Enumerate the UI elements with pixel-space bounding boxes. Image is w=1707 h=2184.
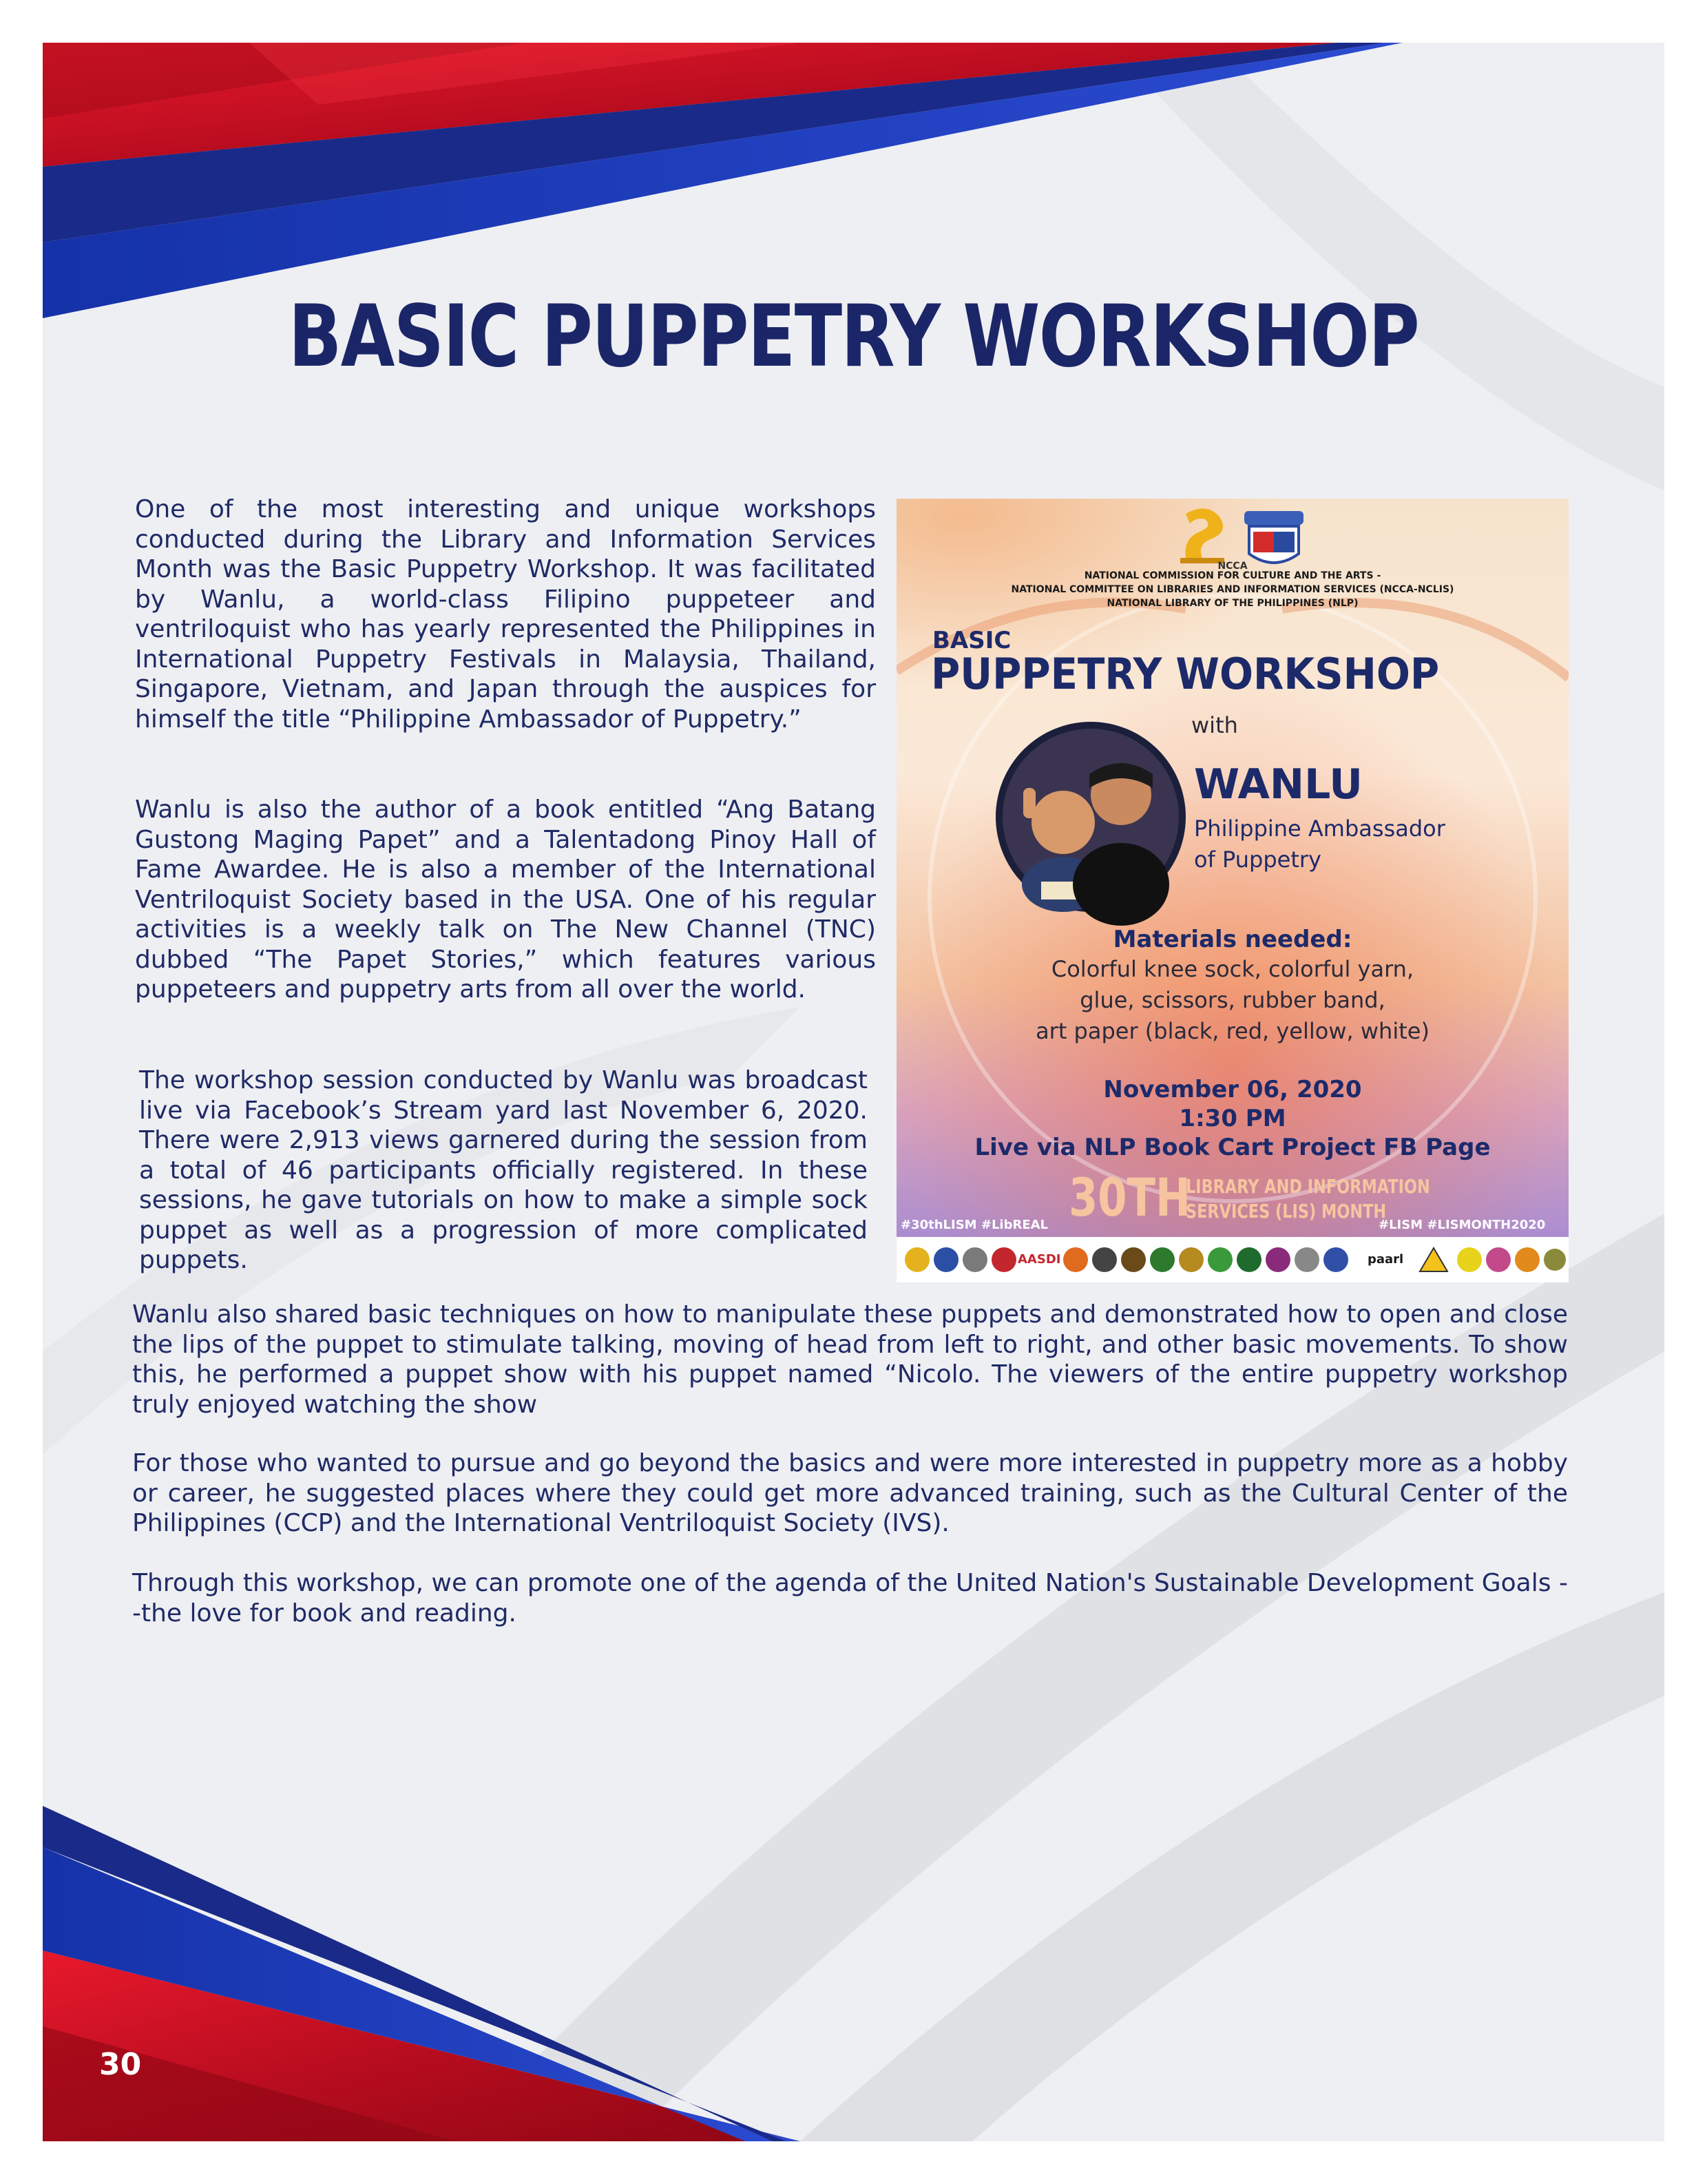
poster-materials-line-3: art paper (black, red, yellow, white) — [1036, 1018, 1430, 1044]
poster-header-line-3: NATIONAL LIBRARY OF THE PHILIPPINES (NLP) — [1107, 598, 1359, 609]
poster-banner-number: 30TH — [1069, 1167, 1191, 1228]
poster-speaker-role-2: of Puppetry — [1194, 846, 1321, 873]
poster-banner-line-2: SERVICES (LIS) MONTH — [1186, 1200, 1387, 1223]
paragraph-intro: One of the most interesting and unique workshops conducted during the Library and Information Services Month was the Basic Puppetry Workshop. It was facilitated by Wanlu, a world-class Filipino puppeteer and ventriloquist who has yearly represented the Philippines in International Puppetry Festivals in Malaysia, Thailand, Singapore, Vietnam, and Japan through the auspices for himself the title “Philippine Ambassador of Puppetry.” — [135, 495, 876, 734]
paragraph-advanced: For those who wanted to pursue and go beyond the basics and were more interested in puppetry more as a hobby or career, he suggested places where they could get more advanced training, such as the Cultural Center of the Philippines (CCP) and the International Ventriloquist Society (IVS). — [132, 1449, 1568, 1537]
poster-hashtags-left: #30thLISM #LibREAL — [901, 1218, 1049, 1232]
poster-speaker-name: WANLU — [1194, 760, 1363, 809]
page-number: 30 — [99, 2047, 142, 2082]
poster-venue: Live via NLP Book Cart Project FB Page — [974, 1134, 1491, 1161]
paragraph-closing: Through this workshop, we can promote one of the agenda of the United Nation's Sustainable Development Goals --the love for book and reading. — [132, 1569, 1568, 1627]
poster-title-small: BASIC — [932, 627, 1012, 654]
poster-header-line-1: NATIONAL COMMISSION FOR CULTURE AND THE ARTS - — [1084, 570, 1381, 581]
poster-speaker-role-1: Philippine Ambassador — [1194, 815, 1445, 842]
poster-time: 1:30 PM — [1179, 1105, 1286, 1132]
poster-materials-heading: Materials needed: — [1113, 926, 1352, 953]
ncca-logo-label: NCCA — [1217, 561, 1248, 572]
poster-hashtags-right: #LISM #LISMONTH2020 — [1379, 1218, 1546, 1232]
poster-materials-line-2: glue, scissors, rubber band, — [1080, 987, 1385, 1013]
poster-date: November 06, 2020 — [1103, 1076, 1362, 1103]
poster-banner-line-1: LIBRARY AND INFORMATION — [1186, 1175, 1430, 1198]
poster-background — [897, 499, 1569, 1282]
partner-logo-aasdi: AASDI — [1018, 1252, 1061, 1267]
paragraph-session: The workshop session conducted by Wanlu was broadcast live via Facebook’s Stream yard last November 6, 2020. There were 2,913 views garnered during the session from a total of 46 participants officially registered. In these sessions, he gave tutorials on how to make a simple sock puppet as well as a progression of more complicated puppets. — [139, 1066, 868, 1274]
poster-title-big: PUPPETRY WORKSHOP — [931, 649, 1440, 699]
poster-header-line-2: NATIONAL COMMITTEE ON LIBRARIES AND INFORMATION SERVICES (NCCA-NCLIS) — [1011, 584, 1454, 595]
paragraph-techniques: Wanlu also shared basic techniques on how to manipulate these puppets and demonstrated how to open and close the lips of the puppet to stimulate talking, moving of head from left to right, and other basic movements. To show this, he performed a puppet show with his puppet named “Nicolo. The viewers of the entire puppetry workshop truly enjoyed watching the show — [132, 1300, 1568, 1419]
poster-with: with — [1191, 712, 1238, 738]
partner-logo-paarl: paarl — [1368, 1252, 1404, 1267]
nlp-logo — [1244, 511, 1303, 563]
page-title: BASIC PUPPETRY WORKSHOP — [288, 287, 1419, 386]
event-poster — [897, 499, 1569, 1282]
paragraph-author: Wanlu is also the author of a book entitled “Ang Batang Gustong Maging Papet” and a Talentadong Pinoy Hall of Fame Awardee. He is also a member of the International Ventriloquist Society based in the USA. One of his regular activities is a weekly talk on The New Channel (TNC) dubbed “The Papet Stories,” which features various puppeteers and puppetry arts from all over the world. — [135, 795, 876, 1003]
poster-materials-line-1: Colorful knee sock, colorful yarn, — [1051, 956, 1414, 982]
page — [43, 43, 1664, 2141]
